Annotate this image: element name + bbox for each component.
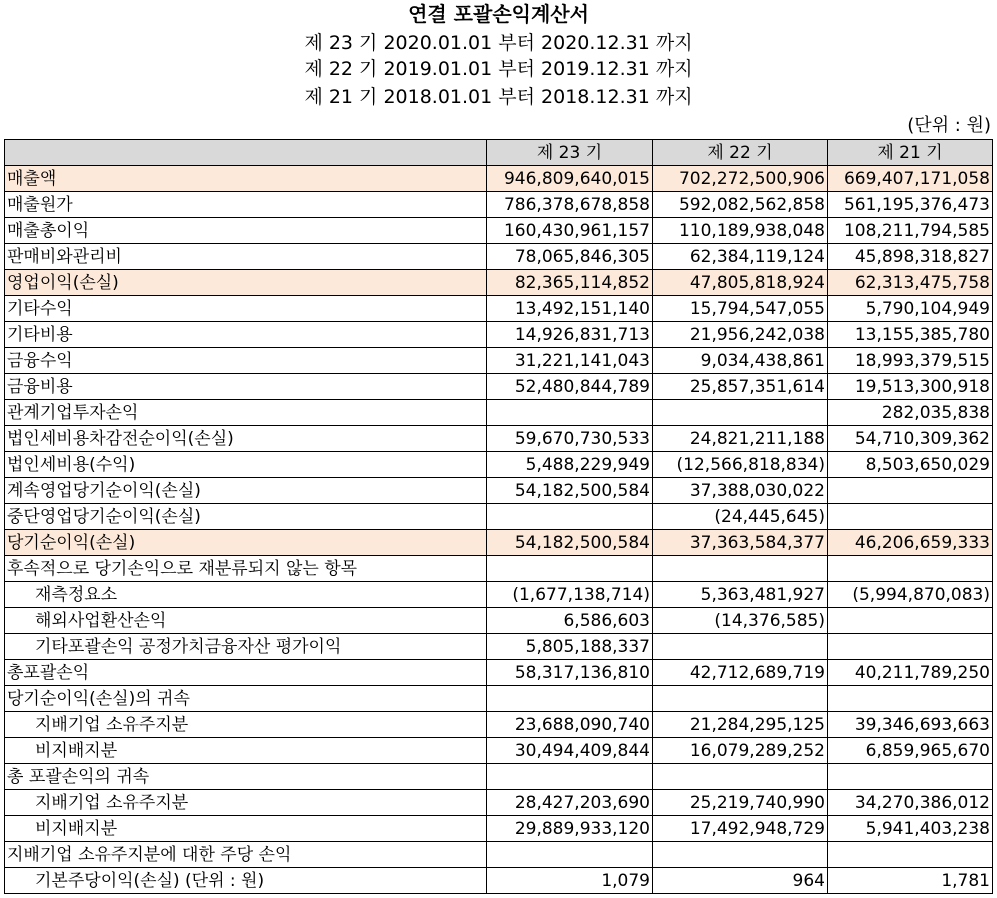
row-value-cell bbox=[487, 556, 653, 582]
row-value-cell: 54,710,309,362 bbox=[828, 426, 993, 452]
row-value-cell: 17,492,948,729 bbox=[653, 816, 828, 842]
row-value-cell: 39,346,693,663 bbox=[828, 712, 993, 738]
row-label: 판매비와관리비 bbox=[5, 244, 487, 270]
row-value-cell: 13,492,151,140 bbox=[487, 296, 653, 322]
table-row bbox=[5, 218, 993, 244]
row-value-cell: 19,513,300,918 bbox=[828, 374, 993, 400]
table-row bbox=[5, 478, 993, 504]
row-value-cell bbox=[487, 842, 653, 868]
row-label: 금융비용 bbox=[5, 374, 487, 400]
table-row bbox=[5, 556, 993, 582]
table-row bbox=[5, 296, 993, 322]
table-row bbox=[5, 660, 993, 686]
row-value-cell: 52,480,844,789 bbox=[487, 374, 653, 400]
row-label: 지배기업 소유주지분에 대한 주당 손익 bbox=[5, 842, 487, 868]
row-value-cell bbox=[828, 608, 993, 634]
table-row bbox=[5, 712, 993, 738]
row-label: 기타수익 bbox=[5, 296, 487, 322]
row-value-cell: 54,182,500,584 bbox=[487, 478, 653, 504]
table-row bbox=[5, 166, 993, 192]
row-value-cell: 5,805,188,337 bbox=[487, 634, 653, 660]
row-label: 비지배지분 bbox=[5, 738, 487, 764]
table-row bbox=[5, 244, 993, 270]
row-value-cell: 62,313,475,758 bbox=[828, 270, 993, 296]
row-label: 중단영업당기순이익(손실) bbox=[5, 504, 487, 530]
row-value-cell bbox=[653, 634, 828, 660]
row-value-cell: (12,566,818,834) bbox=[653, 452, 828, 478]
row-label: 기타포괄손익 공정가치금융자산 평가이익 bbox=[5, 634, 487, 660]
row-label: 당기순이익(손실) bbox=[5, 530, 487, 556]
row-value-cell bbox=[653, 400, 828, 426]
table-row bbox=[5, 504, 993, 530]
row-value-cell: 6,859,965,670 bbox=[828, 738, 993, 764]
row-label: 비지배지분 bbox=[5, 816, 487, 842]
table-row bbox=[5, 374, 993, 400]
row-value-cell: 16,079,289,252 bbox=[653, 738, 828, 764]
row-label: 총 포괄손익의 귀속 bbox=[5, 764, 487, 790]
row-value-cell: 5,363,481,927 bbox=[653, 582, 828, 608]
table-row bbox=[5, 582, 993, 608]
income-statement-table bbox=[4, 139, 993, 894]
row-value-cell bbox=[828, 686, 993, 712]
row-label: 매출액 bbox=[5, 166, 487, 192]
table-row bbox=[5, 790, 993, 816]
row-value-cell: 5,488,229,949 bbox=[487, 452, 653, 478]
row-value-cell: 6,586,603 bbox=[487, 608, 653, 634]
row-value-cell: 1,079 bbox=[487, 868, 653, 894]
table-row bbox=[5, 270, 993, 296]
row-value-cell bbox=[487, 686, 653, 712]
row-value-cell: 9,034,438,861 bbox=[653, 348, 828, 374]
row-value-cell: 592,082,562,858 bbox=[653, 192, 828, 218]
row-value-cell: 23,688,090,740 bbox=[487, 712, 653, 738]
row-value-cell: 34,270,386,012 bbox=[828, 790, 993, 816]
row-value-cell: 31,221,141,043 bbox=[487, 348, 653, 374]
row-value-cell: (1,677,138,714) bbox=[487, 582, 653, 608]
row-value-cell bbox=[653, 842, 828, 868]
row-value-cell bbox=[487, 400, 653, 426]
header-period-23: 제 23 기 bbox=[487, 140, 653, 166]
row-value-cell: 47,805,818,924 bbox=[653, 270, 828, 296]
table-row bbox=[5, 348, 993, 374]
row-value-cell: 82,365,114,852 bbox=[487, 270, 653, 296]
table-row bbox=[5, 738, 993, 764]
table-row bbox=[5, 764, 993, 790]
row-value-cell: 29,889,933,120 bbox=[487, 816, 653, 842]
row-value-cell bbox=[828, 842, 993, 868]
table-row bbox=[5, 868, 993, 894]
period-line-22: 제 22 기 2019.01.01 부터 2019.12.31 까지 bbox=[304, 58, 693, 80]
row-label: 법인세비용(수익) bbox=[5, 452, 487, 478]
table-row bbox=[5, 452, 993, 478]
row-value-cell bbox=[828, 764, 993, 790]
row-value-cell: 561,195,376,473 bbox=[828, 192, 993, 218]
row-label: 총포괄손익 bbox=[5, 660, 487, 686]
row-value-cell: 18,993,379,515 bbox=[828, 348, 993, 374]
row-label: 기본주당이익(손실) (단위 : 원) bbox=[5, 868, 487, 894]
table-row bbox=[5, 530, 993, 556]
row-value-cell: 37,363,584,377 bbox=[653, 530, 828, 556]
row-value-cell: (24,445,645) bbox=[653, 504, 828, 530]
row-label: 영업이익(손실) bbox=[5, 270, 487, 296]
row-value-cell: 28,427,203,690 bbox=[487, 790, 653, 816]
row-value-cell: 40,211,789,250 bbox=[828, 660, 993, 686]
table-row bbox=[5, 634, 993, 660]
row-value-cell: 282,035,838 bbox=[828, 400, 993, 426]
unit-label: (단위 : 원) bbox=[907, 115, 991, 136]
row-value-cell: 964 bbox=[653, 868, 828, 894]
row-value-cell bbox=[828, 556, 993, 582]
row-label: 관계기업투자손익 bbox=[5, 400, 487, 426]
row-value-cell: 62,384,119,124 bbox=[653, 244, 828, 270]
row-value-cell: 45,898,318,827 bbox=[828, 244, 993, 270]
row-value-cell bbox=[487, 504, 653, 530]
row-value-cell: 21,956,242,038 bbox=[653, 322, 828, 348]
row-value-cell: 15,794,547,055 bbox=[653, 296, 828, 322]
row-value-cell: 5,941,403,238 bbox=[828, 816, 993, 842]
row-value-cell: 702,272,500,906 bbox=[653, 166, 828, 192]
row-value-cell: 8,503,650,029 bbox=[828, 452, 993, 478]
row-label: 금융수익 bbox=[5, 348, 487, 374]
row-value-cell: 160,430,961,157 bbox=[487, 218, 653, 244]
row-label: 당기순이익(손실)의 귀속 bbox=[5, 686, 487, 712]
row-value-cell bbox=[653, 556, 828, 582]
row-label: 지배기업 소유주지분 bbox=[5, 712, 487, 738]
header-period-21: 제 21 기 bbox=[828, 140, 993, 166]
row-value-cell: 110,189,938,048 bbox=[653, 218, 828, 244]
row-label: 해외사업환산손익 bbox=[5, 608, 487, 634]
row-value-cell: 46,206,659,333 bbox=[828, 530, 993, 556]
row-value-cell: 14,926,831,713 bbox=[487, 322, 653, 348]
table-row bbox=[5, 816, 993, 842]
row-value-cell: 24,821,211,188 bbox=[653, 426, 828, 452]
row-value-cell bbox=[653, 764, 828, 790]
row-value-cell: 30,494,409,844 bbox=[487, 738, 653, 764]
row-value-cell: 946,809,640,015 bbox=[487, 166, 653, 192]
table-row bbox=[5, 426, 993, 452]
row-value-cell: 25,857,351,614 bbox=[653, 374, 828, 400]
row-value-cell: 21,284,295,125 bbox=[653, 712, 828, 738]
row-value-cell: 42,712,689,719 bbox=[653, 660, 828, 686]
row-value-cell: 108,211,794,585 bbox=[828, 218, 993, 244]
row-value-cell: 59,670,730,533 bbox=[487, 426, 653, 452]
row-value-cell: 669,407,171,058 bbox=[828, 166, 993, 192]
row-value-cell: 25,219,740,990 bbox=[653, 790, 828, 816]
row-value-cell: 58,317,136,810 bbox=[487, 660, 653, 686]
row-label: 기타비용 bbox=[5, 322, 487, 348]
row-label: 재측정요소 bbox=[5, 582, 487, 608]
row-value-cell: (14,376,585) bbox=[653, 608, 828, 634]
row-value-cell bbox=[487, 764, 653, 790]
row-value-cell: 13,155,385,780 bbox=[828, 322, 993, 348]
row-value-cell bbox=[828, 478, 993, 504]
row-label: 계속영업당기순이익(손실) bbox=[5, 478, 487, 504]
row-value-cell: 78,065,846,305 bbox=[487, 244, 653, 270]
table-row bbox=[5, 686, 993, 712]
table-row bbox=[5, 322, 993, 348]
row-label: 매출원가 bbox=[5, 192, 487, 218]
header-period-22: 제 22 기 bbox=[653, 140, 828, 166]
row-value-cell bbox=[828, 634, 993, 660]
table-header-row bbox=[5, 140, 993, 166]
period-line-23: 제 23 기 2020.01.01 부터 2020.12.31 까지 bbox=[304, 32, 693, 54]
row-value-cell: 5,790,104,949 bbox=[828, 296, 993, 322]
row-value-cell: 54,182,500,584 bbox=[487, 530, 653, 556]
table-row bbox=[5, 842, 993, 868]
table-row bbox=[5, 192, 993, 218]
header-label-cell bbox=[5, 140, 487, 166]
row-value-cell: 786,378,678,858 bbox=[487, 192, 653, 218]
row-value-cell: 1,781 bbox=[828, 868, 993, 894]
row-value-cell: 37,388,030,022 bbox=[653, 478, 828, 504]
row-label: 지배기업 소유주지분 bbox=[5, 790, 487, 816]
row-value-cell bbox=[653, 686, 828, 712]
row-label: 법인세비용차감전순이익(손실) bbox=[5, 426, 487, 452]
statement-title: 연결 포괄손익계산서 bbox=[408, 2, 589, 26]
table-row bbox=[5, 608, 993, 634]
row-value-cell bbox=[828, 504, 993, 530]
row-label: 매출총이익 bbox=[5, 218, 487, 244]
table-row bbox=[5, 400, 993, 426]
row-label: 후속적으로 당기손익으로 재분류되지 않는 항목 bbox=[5, 556, 487, 582]
row-value-cell: (5,994,870,083) bbox=[828, 582, 993, 608]
period-line-21: 제 21 기 2018.01.01 부터 2018.12.31 까지 bbox=[304, 86, 693, 108]
